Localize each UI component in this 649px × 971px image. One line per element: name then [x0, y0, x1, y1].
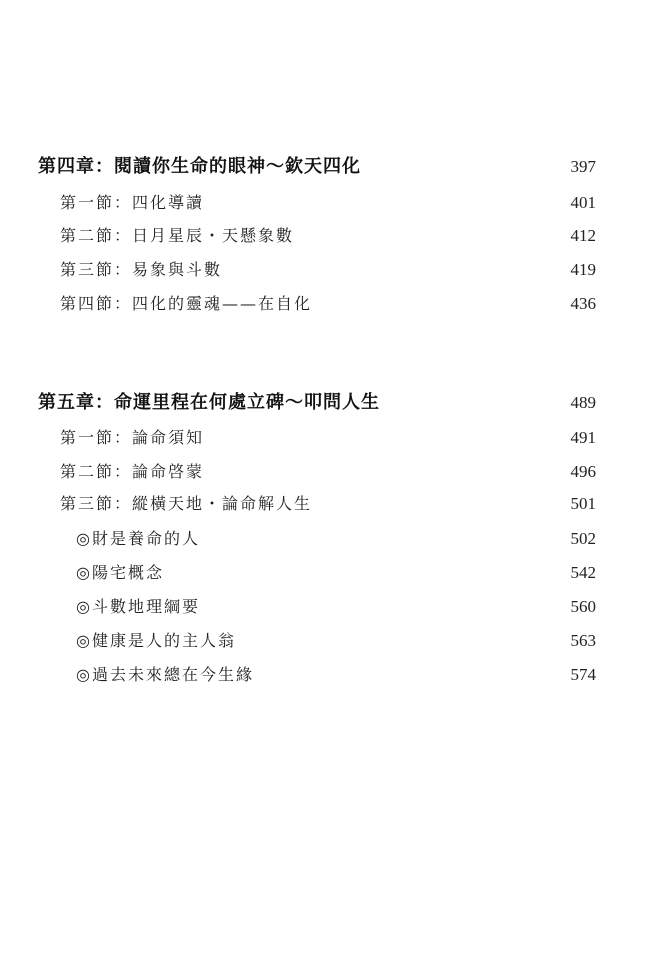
toc-entry [0, 457, 649, 487]
section-title: 第一節：論命須知 [60, 428, 205, 447]
toc-entry [0, 188, 649, 218]
chapter-title: 第五章：命運里程在何處立碑～叩問人生 [38, 392, 380, 413]
page-number: 412 [570, 226, 596, 245]
section-title: 第四節：四化的靈魂——在自化 [60, 294, 313, 313]
section-title: 第三節：易象與斗數 [60, 260, 223, 279]
section-title: 第二節：論命啓蒙 [60, 462, 205, 481]
subentry-title: ◎斗數地理綱要 [76, 597, 200, 616]
toc-subentry [0, 558, 649, 588]
page-number: 560 [570, 597, 596, 616]
toc-entry [0, 255, 649, 285]
page-number: 401 [570, 193, 596, 212]
toc-entry [0, 489, 649, 519]
page-number: 419 [570, 260, 596, 279]
subentry-title: ◎健康是人的主人翁 [76, 631, 236, 650]
chapter-title: 第四章：閱讀你生命的眼神～欽天四化 [38, 156, 361, 177]
page-number: 397 [570, 157, 596, 176]
page-number: 574 [570, 665, 596, 684]
page-number: 491 [570, 428, 596, 447]
section-title: 第三節：縱橫天地・論命解人生 [60, 494, 313, 513]
subentry-title: ◎過去未來總在今生緣 [76, 665, 254, 684]
chapter-4-heading [0, 152, 649, 182]
toc-subentry [0, 660, 649, 690]
page-number: 496 [570, 462, 596, 481]
page-number: 542 [570, 563, 596, 582]
toc-subentry [0, 626, 649, 656]
toc-entry [0, 289, 649, 319]
page-number: 489 [570, 393, 596, 412]
toc-subentry [0, 592, 649, 622]
toc-entry [0, 221, 649, 251]
section-title: 第一節：四化導讀 [60, 193, 205, 212]
page-number: 563 [570, 631, 596, 650]
section-title: 第二節：日月星辰・天懸象數 [60, 226, 295, 245]
subentry-title: ◎財是養命的人 [76, 529, 200, 548]
page-number: 436 [570, 294, 596, 313]
page-number: 502 [570, 529, 596, 548]
page-number: 501 [570, 494, 596, 513]
toc-entry [0, 423, 649, 453]
toc-subentry [0, 524, 649, 554]
subentry-title: ◎陽宅概念 [76, 563, 164, 582]
chapter-5-heading [0, 388, 649, 418]
